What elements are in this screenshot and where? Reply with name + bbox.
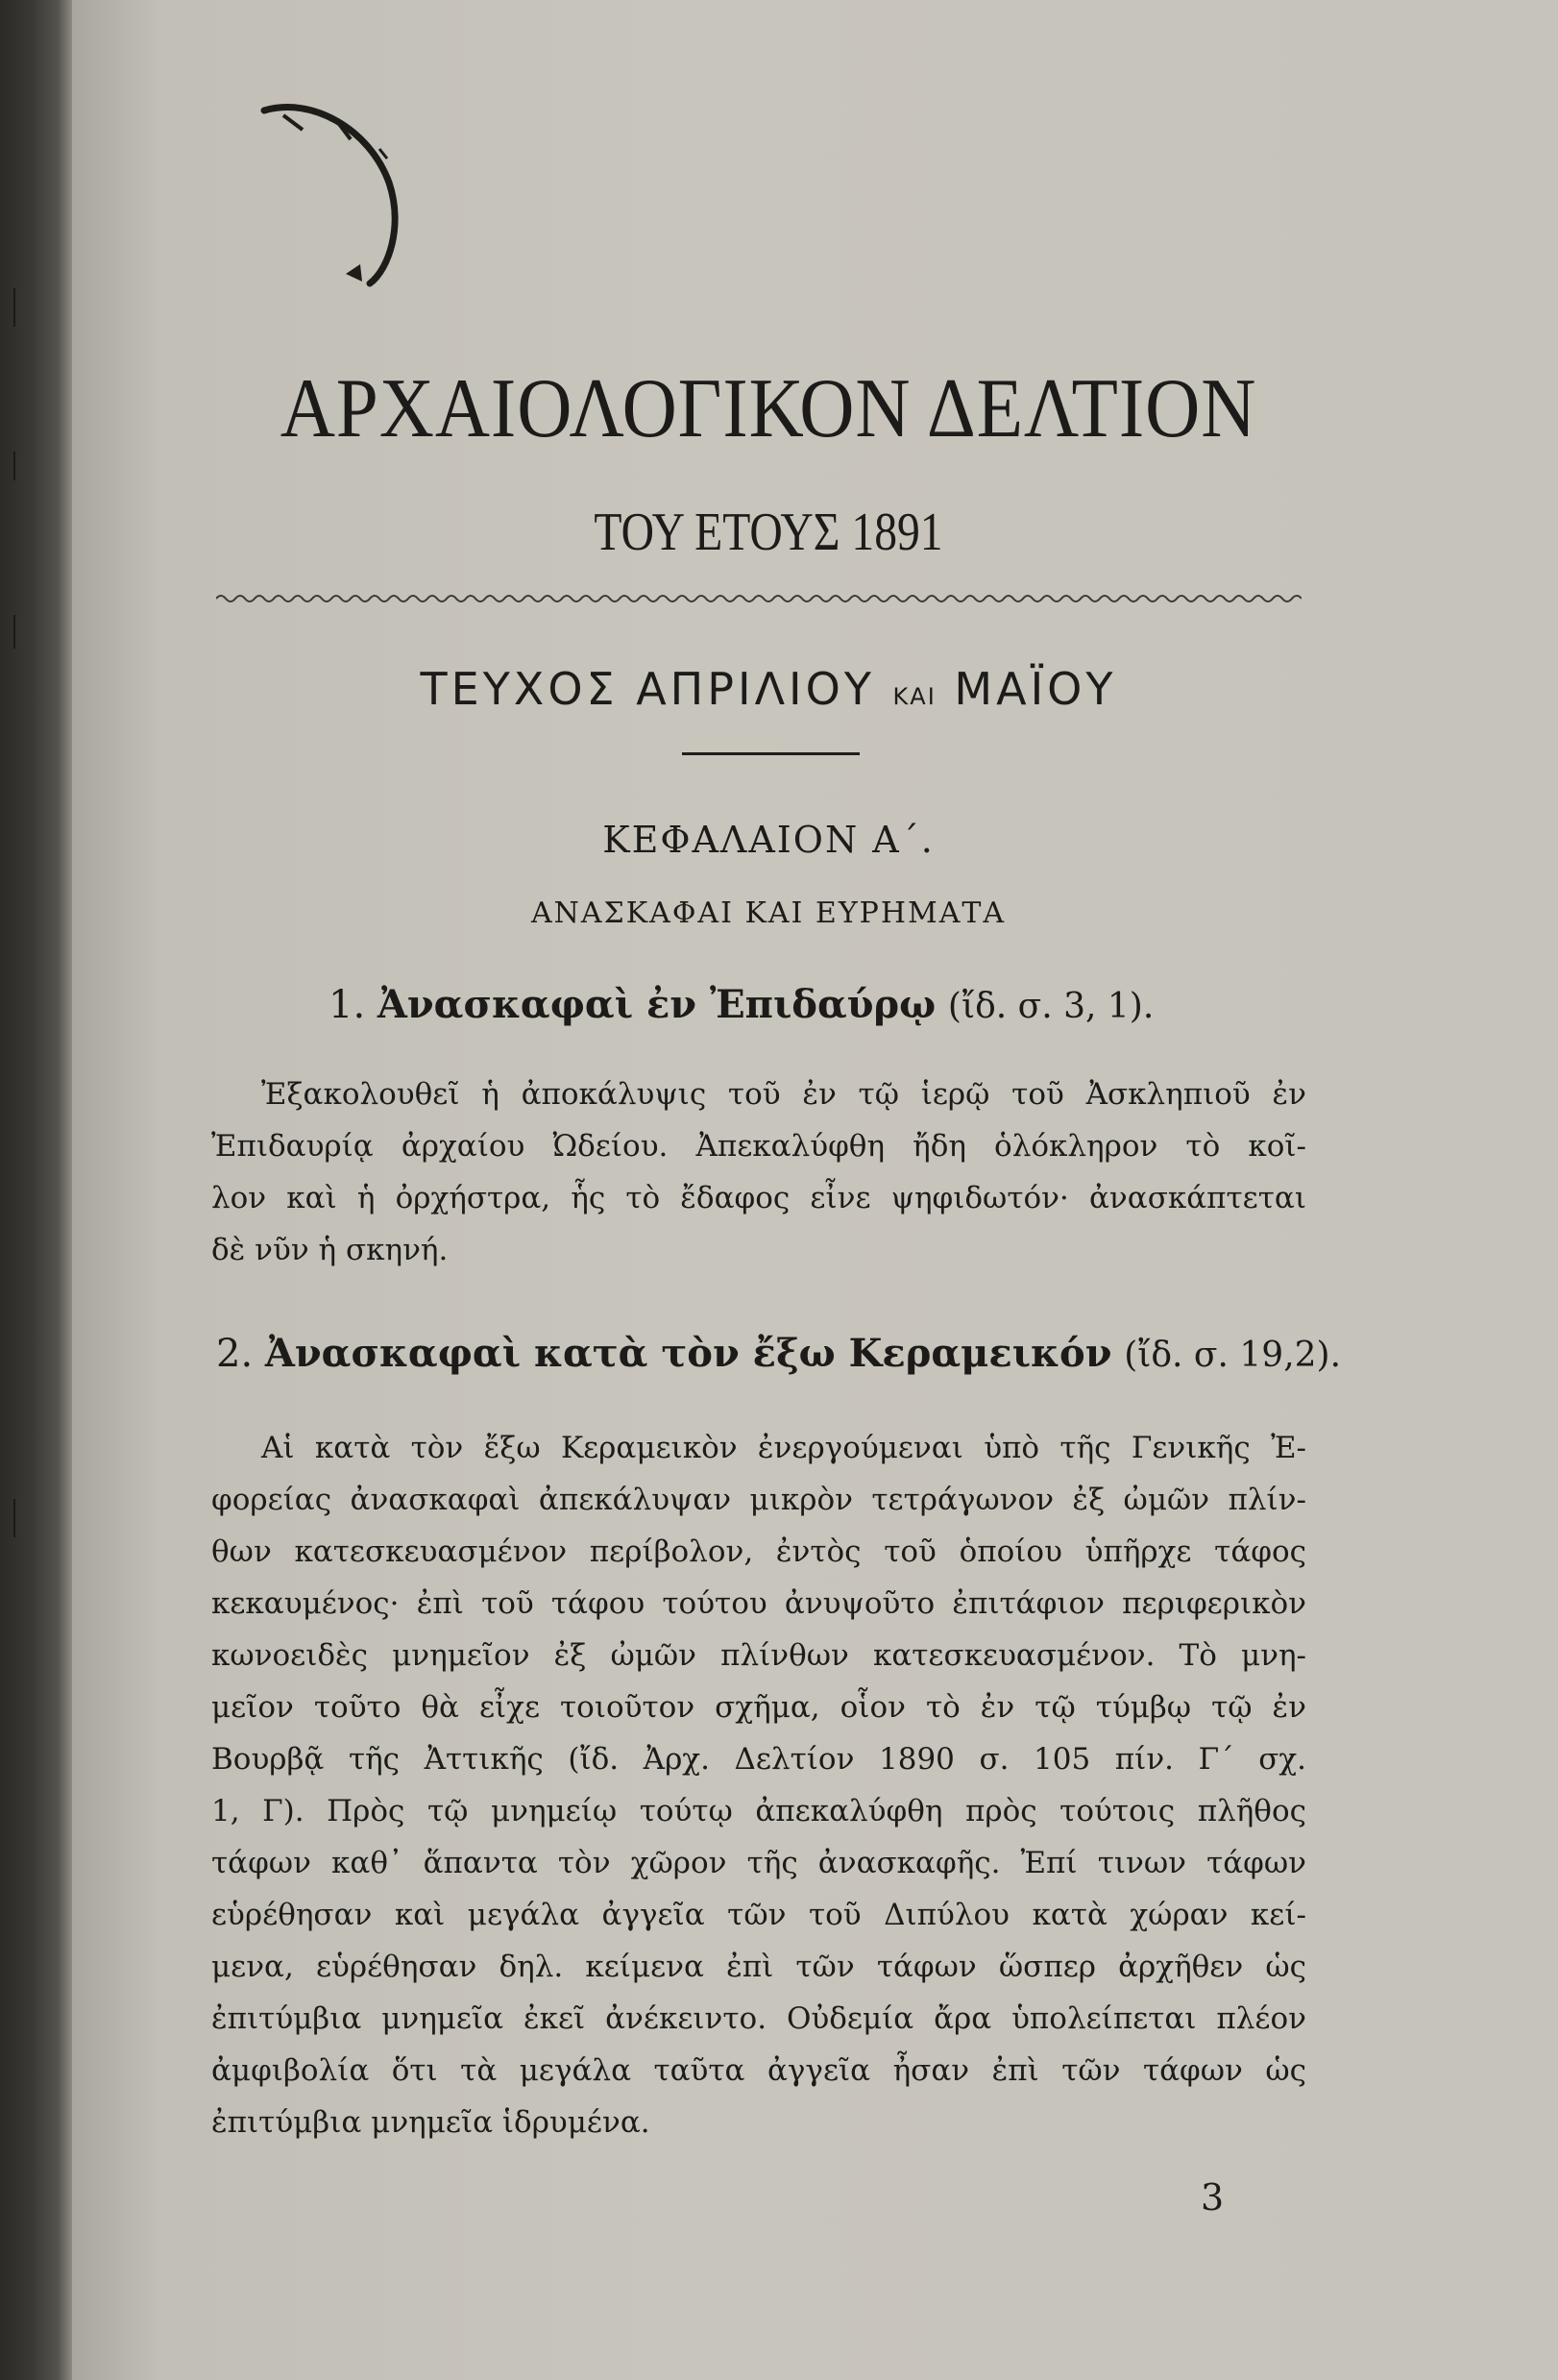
text-line: ἐπιτύμβια μνημεῖα ἐκεῖ ἀνέκειντο. Οὐδεμία ἄρα ὑπολείπεται πλέον (211, 2001, 1306, 2036)
section-paragraph (211, 1068, 1306, 1276)
text-line: εὑρέθησαν καὶ μεγάλα ἀγγεῖα τῶν τοῦ Διπύλου κατὰ χώραν κεί- (211, 1898, 1306, 1932)
text-line: θων κατεσκευασμένον περίβολον, ἐντὸς τοῦ ὁποίου ὑπῆρχε τάφος (211, 1534, 1306, 1569)
text-line: 1, Γ). Πρὸς τῷ μνημείῳ τούτῳ ἀπεκαλύφθη πρὸς τούτοις πλῆθος (211, 1794, 1306, 1828)
binding-gutter (0, 0, 72, 2380)
text-line: Αἱ κατὰ τὸν ἔξω Κεραμεικὸν ἐνεργούμεναι ὑπὸ τῆς Γενικῆς Ἐ- (261, 1431, 1306, 1465)
text-line: Βουρβᾷ τῆς Ἀττικῆς (ἴδ. Ἀρχ. Δελτίον 1890 σ. 105 πίν. Γ΄ σχ. (211, 1742, 1306, 1777)
text-line: κωνοειδὲς μνημεῖον ἐξ ὠμῶν πλίνθων κατεσκευασμένον. Τὸ μνη- (211, 1638, 1306, 1673)
text-line: ἐπιτύμβια μνημεῖα ἱδρυμένα. (211, 2105, 650, 2140)
chapter-title: ΑΝΑΣΚΑΦΑΙ ΚΑΙ ΕΥΡΗΜΑΤΑ (530, 896, 1007, 930)
chapter-number: ΚΕΦΑΛΑΙΟΝ Α΄. (602, 819, 935, 861)
text-line: μεῖον τοῦτο θὰ εἶχε τοιοῦτον σχῆμα, οἷον τὸ ἐν τῷ τύμβῳ τῷ ἐν (211, 1690, 1306, 1725)
text-line: τάφων καθ᾽ ἅπαντα τὸν χῶρον τῆς ἀνασκαφῆς. Ἐπί τινων τάφων (211, 1846, 1306, 1880)
wavy-divider (216, 590, 1302, 607)
section-paragraph (211, 1422, 1306, 2148)
issue-title-conj: ΚΑΙ (892, 683, 937, 710)
text-line: Ἐπιδαυρίᾳ ἀρχαίου Ὠδείου. Ἀπεκαλύφθη ἤδη ὁλόκληρον τὸ κοῖ- (211, 1129, 1306, 1164)
section-heading (216, 1331, 1341, 1376)
gutter-mark (13, 1499, 15, 1537)
text-line: ἀμφιβολία ὅτι τὰ μεγάλα ταῦτα ἀγγεῖα ἦσαν ἐπὶ τῶν τάφων ὡς (211, 2053, 1306, 2088)
section-heading (329, 982, 1154, 1027)
text-line: μενα, εὑρέθησαν δηλ. κείμενα ἐπὶ τῶν τάφων ὥσπερ ἀρχῆθεν ὡς (211, 1950, 1306, 1984)
section-rule (682, 752, 860, 755)
issue-title-end: ΜΑΪΟΥ (954, 663, 1117, 715)
section-reference: (ἴδ. σ. 19,2). (1124, 1336, 1342, 1375)
section-number: 1. (329, 983, 366, 1027)
issue-title-main: ΤΕΥΧΟΣ ΑΠΡΙΛΙΟΥ (420, 663, 875, 715)
gutter-mark (13, 615, 15, 649)
issue-title (173, 663, 1364, 715)
text-line: δὲ νῦν ἡ σκηνή. (211, 1233, 449, 1267)
section-title: Ἀνασκαφαὶ κατὰ τὸν ἔξω Κεραμεικόν (264, 1331, 1112, 1376)
text-line: Ἐξακολουθεῖ ἡ ἀποκάλυψις τοῦ ἐν τῷ ἱερῷ τοῦ Ἀσκληπιοῦ ἐν (261, 1077, 1306, 1112)
journal-title: ΑΡΧΑΙΟΛΟΓΙΚΟΝ ΔΕΛΤΙΟΝ (280, 362, 1257, 455)
gutter-mark (13, 452, 15, 480)
text-line: κεκαυμένος· ἐπὶ τοῦ τάφου τούτου ἀνυψοῦτο ἐπιτάφιον περιφερικὸν (211, 1586, 1306, 1621)
page-number: 3 (1201, 2176, 1225, 2219)
text-line: λον καὶ ἡ ὀρχήστρα, ἧς τὸ ἔδαφος εἶνε ψηφιδωτόν· ἀνασκάπτεται (211, 1181, 1306, 1215)
ink-stamp-mark (245, 91, 418, 303)
journal-year-line: ΤΟΥ ΕΤΟΥΣ 1891 (594, 503, 943, 562)
section-number: 2. (216, 1332, 254, 1376)
section-title: Ἀνασκαφαὶ ἐν Ἐπιδαύρῳ (377, 982, 937, 1027)
text-line: φορείας ἀνασκαφαὶ ἀπεκάλυψαν μικρὸν τετράγωνον ἐξ ὠμῶν πλίν- (211, 1483, 1306, 1517)
gutter-mark (13, 288, 15, 327)
section-reference: (ἴδ. σ. 3, 1). (947, 987, 1155, 1026)
